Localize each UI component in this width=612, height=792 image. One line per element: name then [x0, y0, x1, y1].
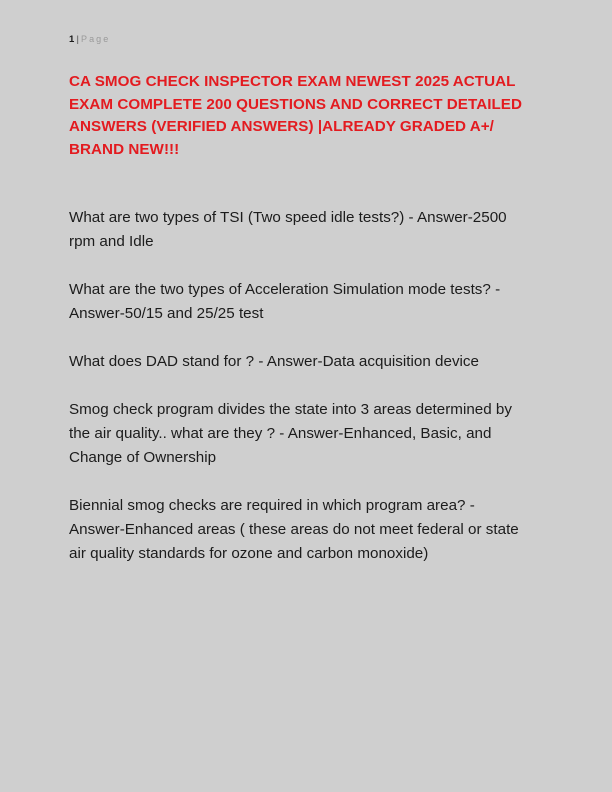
page-header-separator: | — [76, 34, 79, 45]
document-body — [69, 206, 529, 566]
qa-block-3: What does DAD stand for ? - Answer-Data acquisition device — [69, 353, 479, 370]
qa-block-1: What are two types of TSI (Two speed idle tests?) - Answer-2500 rpm and Idle — [69, 209, 507, 250]
qa-block-2: What are the two types of Acceleration Simulation mode tests? - Answer-50/15 and 25/25 test — [69, 281, 501, 322]
page-header-label: Page — [80, 34, 111, 44]
qa-block-4: Smog check program divides the state into 3 areas determined by the air quality.. what are they ? - Answer-Enhanced, Basic, and Change of Ownership — [69, 401, 512, 466]
page-header — [69, 33, 110, 46]
document-title: CA SMOG CHECK INSPECTOR EXAM NEWEST 2025 ACTUAL EXAM COMPLETE 200 QUESTIONS AND CORRECT DETAILED ANSWERS (VERIFIED ANSWERS) |ALREADY GRADED A+/ BRAND NEW!!! — [69, 73, 523, 158]
page-number: 1 — [69, 34, 75, 45]
qa-block-5: Biennial smog checks are required in which program area? - Answer-Enhanced areas ( these areas do not meet federal or state air quality standards for ozone and carbon monoxide) — [69, 497, 519, 562]
